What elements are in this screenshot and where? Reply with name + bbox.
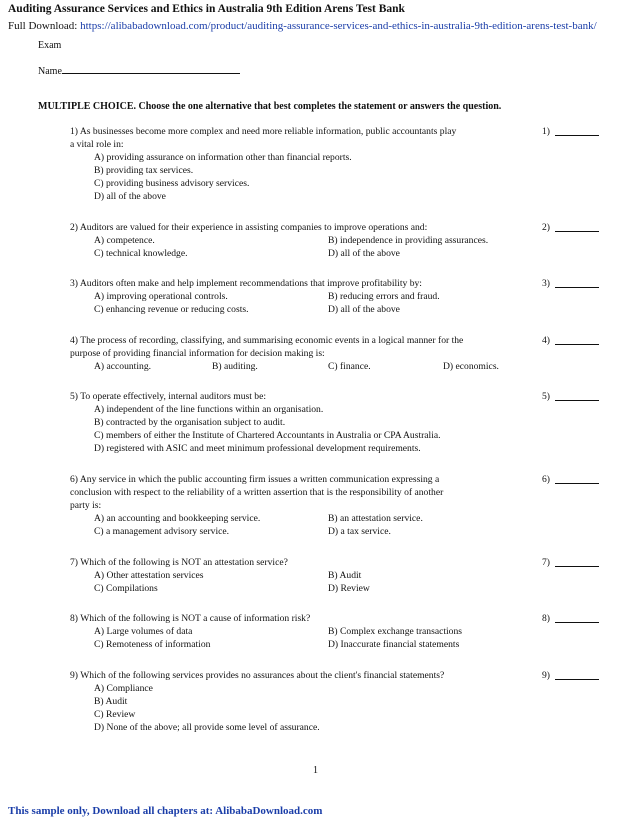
download-link[interactable]: https://alibabadownload.com/product/auditing-assurance-services-and-ethics-in-australia-9th-edition-arens-test-bank/ <box>80 20 597 32</box>
option-c: C) a management advisory service. <box>94 526 230 537</box>
question-8 <box>70 612 610 651</box>
option-d: D) None of the above; all provide some level of assurance. <box>94 722 320 733</box>
answer-number: 3) <box>542 278 550 289</box>
option-a: A) Compliance <box>94 683 153 694</box>
question-stem: 9) Which of the following services provides no assurances about the client's financial statements? <box>70 670 445 681</box>
question-stem: 5) To operate effectively, internal auditors must be: <box>70 391 267 402</box>
question-2 <box>70 221 610 260</box>
question-stem <box>70 473 545 512</box>
question-9 <box>70 669 610 734</box>
option-a: A) Large volumes of data <box>94 626 193 637</box>
option-c: C) Compilations <box>94 583 158 594</box>
answer-blank[interactable] <box>555 566 599 567</box>
option-a: A) an accounting and bookkeeping service. <box>94 513 261 524</box>
download-line <box>8 20 597 32</box>
stem-line: purpose of providing financial information for decision making is: <box>70 348 325 359</box>
option-c: C) Review <box>94 709 136 720</box>
name-underline <box>62 64 240 74</box>
question-stem: 8) Which of the following is NOT a cause of information risk? <box>70 613 311 624</box>
question-5 <box>70 390 610 455</box>
option-c: C) technical knowledge. <box>94 248 188 259</box>
question-stem <box>70 125 545 151</box>
option-a: A) competence. <box>94 235 155 246</box>
option-b: B) reducing errors and fraud. <box>328 291 440 302</box>
question-stem: 3) Auditors often make and help implement recommendations that improve profitability by: <box>70 278 422 289</box>
option-a: A) independent of the line functions within an organisation. <box>94 404 324 415</box>
answer-number: 7) <box>542 557 550 568</box>
option-d: D) registered with ASIC and meet minimum professional development requirements. <box>94 443 421 454</box>
answer-blank[interactable] <box>555 135 599 136</box>
answer-blank[interactable] <box>555 483 599 484</box>
option-d: D) all of the above <box>94 191 166 202</box>
option-a: A) providing assurance on information other than financial reports. <box>94 152 352 163</box>
document-title: Auditing Assurance Services and Ethics in Australia 9th Edition Arens Test Bank <box>8 3 405 15</box>
option-d: D) Review <box>328 583 370 594</box>
question-7 <box>70 556 610 595</box>
option-b: B) Audit <box>328 570 362 581</box>
option-b: B) independence in providing assurances. <box>328 235 489 246</box>
option-a: A) Other attestation services <box>94 570 204 581</box>
option-b: B) providing tax services. <box>94 165 194 176</box>
option-c: C) members of either the Institute of Chartered Accountants in Australia or CPA Australia. <box>94 430 441 441</box>
option-d: D) Inaccurate financial statements <box>328 639 460 650</box>
option-a: A) accounting. <box>94 361 152 372</box>
option-b: B) contracted by the organisation subject to audit. <box>94 417 286 428</box>
instructions: MULTIPLE CHOICE. Choose the one alternative that best completes the statement or answers the question. <box>38 101 502 112</box>
answer-number: 8) <box>542 613 550 624</box>
answer-blank[interactable] <box>555 344 599 345</box>
stem-line: 1) As businesses become more complex and need more reliable information, public accountants play <box>70 126 457 137</box>
answer-blank[interactable] <box>555 287 599 288</box>
option-b: B) Audit <box>94 696 128 707</box>
exam-label: Exam <box>38 40 62 51</box>
answer-blank[interactable] <box>555 679 599 680</box>
answer-number: 1) <box>542 126 550 137</box>
answer-blank[interactable] <box>555 231 599 232</box>
stem-line: conclusion with respect to the reliability of a written assertion that is the responsibility of another <box>70 487 444 498</box>
stem-line: party is: <box>70 500 102 511</box>
name-label: Name <box>38 66 62 77</box>
question-4 <box>70 334 610 373</box>
question-stem: 2) Auditors are valued for their experience in assisting companies to improve operations and: <box>70 222 428 233</box>
answer-blank[interactable] <box>555 622 599 623</box>
answer-number: 2) <box>542 222 550 233</box>
option-d: D) all of the above <box>328 304 400 315</box>
footer-notice[interactable]: This sample only, Download all chapters at: AlibabaDownload.com <box>8 805 323 817</box>
stem-line: 4) The process of recording, classifying, and summarising economic events in a logical manner for the <box>70 335 464 346</box>
page-number: 1 <box>313 765 318 776</box>
question-stem: 7) Which of the following is NOT an attestation service? <box>70 557 288 568</box>
answer-number: 6) <box>542 474 550 485</box>
question-stem <box>70 334 545 360</box>
answer-number: 4) <box>542 335 550 346</box>
stem-line: 6) Any service in which the public accounting firm issues a written communication expressing a <box>70 474 440 485</box>
option-c: C) enhancing revenue or reducing costs. <box>94 304 249 315</box>
answer-blank[interactable] <box>555 400 599 401</box>
option-c: C) providing business advisory services. <box>94 178 250 189</box>
option-a: A) improving operational controls. <box>94 291 228 302</box>
option-b: B) Complex exchange transactions <box>328 626 463 637</box>
option-b: B) an attestation service. <box>328 513 423 524</box>
option-c: C) finance. <box>328 361 371 372</box>
name-field <box>38 64 240 77</box>
option-d: D) economics. <box>443 361 499 372</box>
answer-number: 5) <box>542 391 550 402</box>
option-c: C) Remoteness of information <box>94 639 211 650</box>
download-label: Full Download: <box>8 20 78 32</box>
stem-line: a vital role in: <box>70 139 124 150</box>
option-d: D) a tax service. <box>328 526 391 537</box>
answer-number: 9) <box>542 670 550 681</box>
option-d: D) all of the above <box>328 248 400 259</box>
option-b: B) auditing. <box>212 361 258 372</box>
question-1 <box>70 125 610 203</box>
question-3 <box>70 277 610 316</box>
question-6 <box>70 473 610 538</box>
